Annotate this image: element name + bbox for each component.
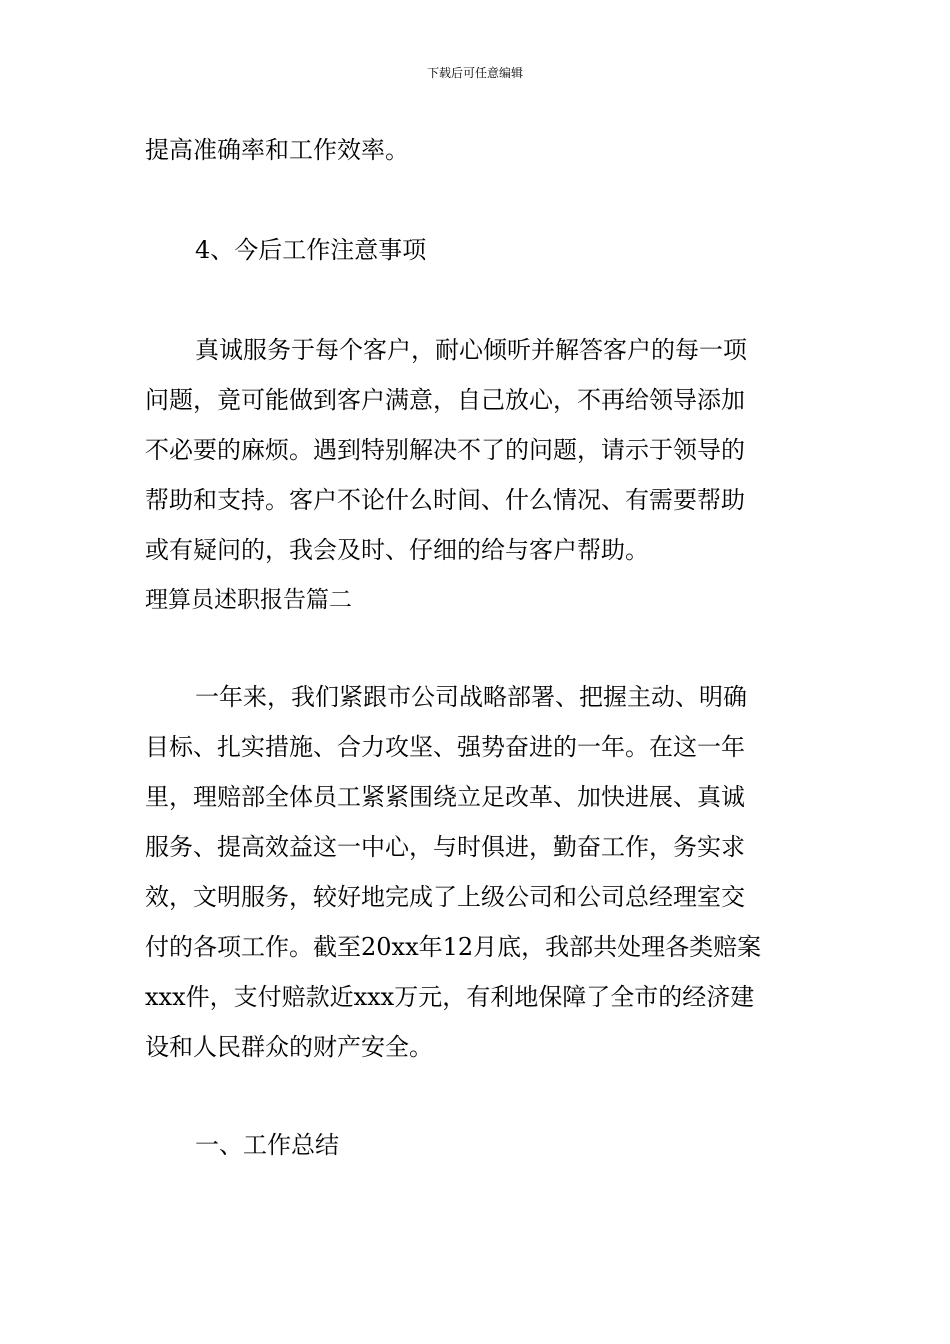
page-header: 下载后可任意编辑 bbox=[426, 66, 523, 80]
paragraph-line: 问题，竟可能做到客户满意，自己放心，不再给领导添加 bbox=[145, 386, 745, 414]
section-1-heading bbox=[145, 1120, 810, 1170]
paragraph-line: 里，理赔部全体员工紧紧围绕立足改革、加快进展、真诚 bbox=[145, 783, 745, 811]
paragraph-line: 付的各项工作。截至20xx年12月底，我部共处理各类赔案 bbox=[145, 933, 762, 961]
paragraph-line: 效，文明服务，较好地完成了上级公司和公司总经理室交 bbox=[145, 883, 745, 911]
report-title bbox=[145, 575, 810, 625]
paragraph-top bbox=[145, 125, 810, 175]
paragraph-line: 提高准确率和工作效率。 bbox=[145, 136, 409, 164]
paragraph-line: 真诚服务于每个客户，耐心倾听并解答客户的每一项 bbox=[195, 336, 747, 364]
paragraph-line: 一年来，我们紧跟市公司战略部署、把握主动、明确 bbox=[195, 683, 747, 711]
paragraph-line: 不必要的麻烦。遇到特别解决不了的问题，请示于领导的 bbox=[145, 436, 745, 464]
report-title-text: 理算员述职报告篇二 bbox=[145, 587, 352, 613]
section-4-heading bbox=[145, 225, 810, 275]
paragraph-year-review bbox=[145, 672, 810, 1072]
heading-text: 一、工作总结 bbox=[195, 1131, 339, 1159]
paragraph-line: 设和人民群众的财产安全。 bbox=[145, 1033, 433, 1061]
paragraph-service bbox=[145, 325, 810, 575]
paragraph-line: 帮助和支持。客户不论什么时间、什么情况、有需要帮助 bbox=[145, 486, 745, 514]
paragraph-line: xxx件，支付赔款近xxx万元，有利地保障了全市的经济建 bbox=[145, 983, 755, 1011]
paragraph-line: 或有疑问的，我会及时、仔细的给与客户帮助。 bbox=[145, 536, 649, 564]
heading-text: 4、今后工作注意事项 bbox=[195, 236, 427, 264]
paragraph-line: 目标、扎实措施、合力攻坚、强势奋进的一年。在这一年 bbox=[145, 733, 745, 761]
paragraph-line: 服务、提高效益这一中心，与时俱进，勤奋工作，务实求 bbox=[145, 833, 745, 861]
